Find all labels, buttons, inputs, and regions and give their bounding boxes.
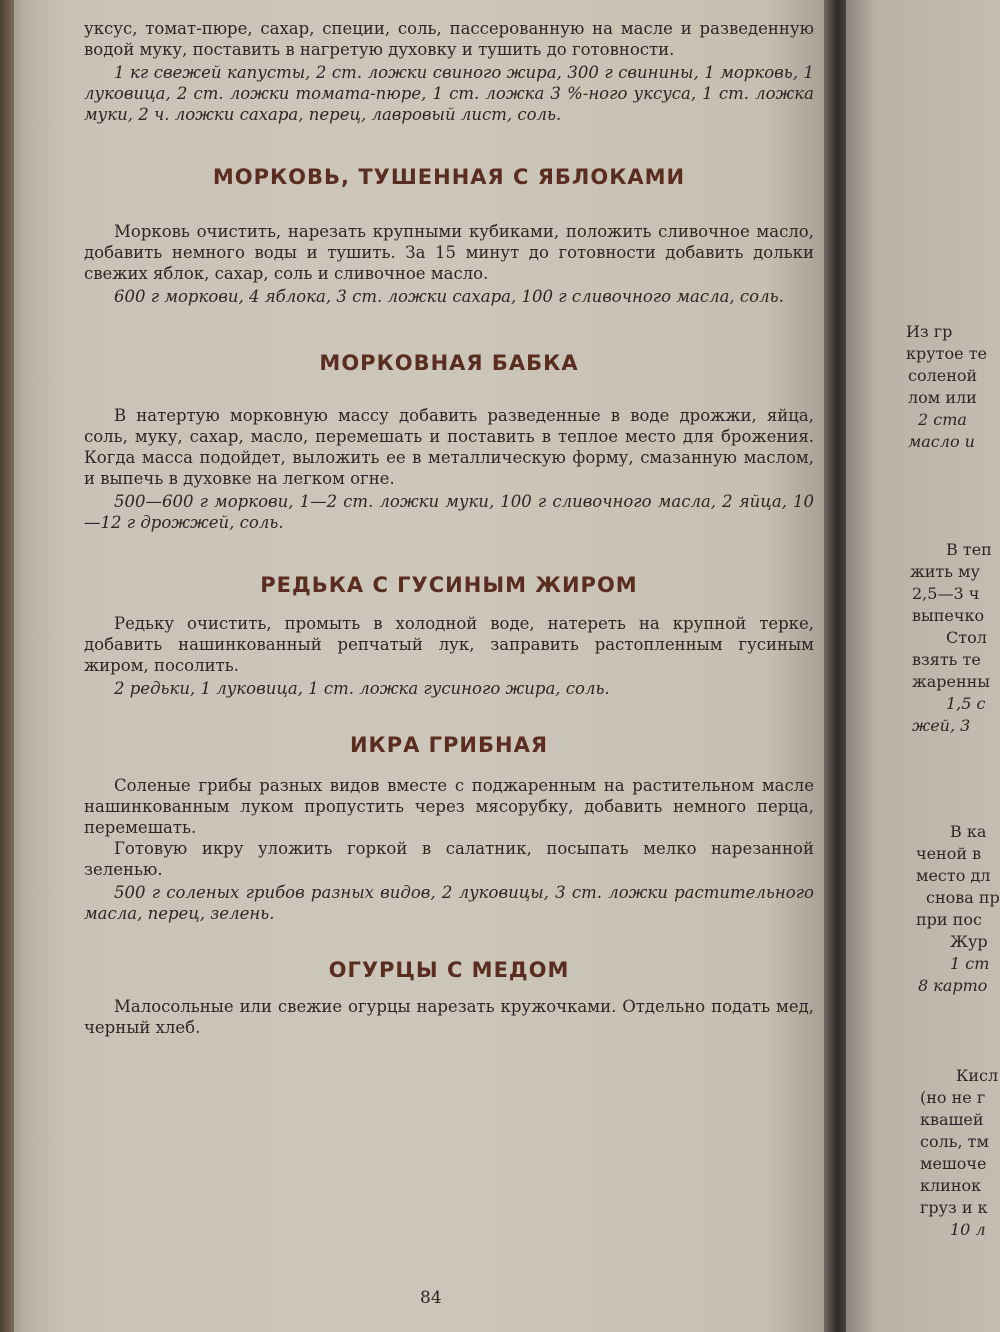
recipe-text: Малосольные или свежие огурцы нарезать кружочками. Отдельно подать мед, черный хлеб. bbox=[84, 997, 814, 1037]
recipe-text: Морковь очистить, нарезать крупными кубиками, положить сливочное масло, добавить немного воды и тушить. За 15 минут до готовности добавить дольки свежих яблок, сахар, соль и сливочное масло. bbox=[84, 222, 814, 283]
right-text-line: Жур bbox=[950, 932, 988, 951]
right-text-line: Стол bbox=[946, 628, 987, 647]
intro-ingredients: 1 кг свежей капусты, 2 ст. ложки свиного жира, 300 г свинины, 1 морковь, 1 луковица, 2 ст. ложки томата-пюре, 1 ст. ложка 3 %-ного уксуса, 1 ст. ложка муки, 2 ч. ложки сахара, перец, лавровый лист, соль. bbox=[84, 63, 814, 124]
page-number: 84 bbox=[420, 1288, 442, 1308]
right-text-line: крутое те bbox=[906, 344, 988, 363]
right-text-line: клинок bbox=[920, 1176, 982, 1195]
right-text-line: 8 карто bbox=[918, 976, 988, 995]
recipe-text-2: Готовую икру уложить горкой в салатник, посыпать мелко нарезанной зеленью. bbox=[84, 839, 814, 879]
right-text-line: жаренны bbox=[912, 672, 991, 691]
recipe-title: МОРКОВНАЯ БАБКА bbox=[319, 351, 579, 375]
recipe-ingredients: 500—600 г моркови, 1—2 ст. ложки муки, 100 г сливочного масла, 2 яйца, 10—12 г дрожжей, соль. bbox=[84, 492, 814, 532]
right-text-line: 1 ст bbox=[950, 954, 990, 973]
right-text-line: взять те bbox=[912, 650, 981, 669]
recipe-ingredients: 500 г соленых грибов разных видов, 2 луковицы, 3 ст. ложки растительного масла, перец, зелень. bbox=[84, 883, 814, 923]
right-page-fragment bbox=[846, 0, 1000, 1332]
page-content bbox=[84, 18, 814, 1038]
recipe-ingredients: 600 г моркови, 4 яблока, 3 ст. ложки сахара, 100 г сливочного масла, соль. bbox=[114, 287, 784, 306]
recipe-title: РЕДЬКА С ГУСИНЫМ ЖИРОМ bbox=[260, 573, 638, 597]
book-cover-edge bbox=[0, 0, 14, 1332]
recipe-title: ИКРА ГРИБНАЯ bbox=[349, 733, 549, 757]
right-text-line: Из гр bbox=[906, 322, 953, 341]
right-text-line: (но не г bbox=[920, 1088, 986, 1107]
right-text-line: место дл bbox=[916, 866, 991, 885]
right-text-line: Кисл bbox=[956, 1066, 999, 1085]
right-text-line: жить му bbox=[910, 562, 980, 581]
recipe-text: Соленые грибы разных видов вместе с поджаренным на растительном масле нашинкованным луком пропустить через мясорубку, добавить немного перца, перемешать. bbox=[84, 776, 814, 837]
right-text-line: жей, 3 bbox=[912, 716, 971, 735]
right-text-line: 10 л bbox=[950, 1220, 986, 1239]
right-text-line: В ка bbox=[950, 822, 987, 841]
right-text-line: квашей bbox=[920, 1110, 984, 1129]
right-text-line: 2,5—3 ч bbox=[912, 584, 980, 603]
right-text-line: 2 ста bbox=[918, 410, 967, 429]
right-text-line: масло и bbox=[908, 432, 975, 451]
right-text-line: лом или bbox=[908, 388, 977, 407]
right-text-line: выпечко bbox=[912, 606, 985, 625]
right-text-line: 1,5 с bbox=[946, 694, 986, 713]
recipe-text: Редьку очистить, промыть в холодной воде, натереть на крупной терке, добавить нашинкованный репчатый лук, заправить растопленным гусиным жиром, посолить. bbox=[84, 614, 814, 675]
right-text-line: соль, тм bbox=[920, 1132, 989, 1151]
intro-text: уксус, томат-пюре, сахар, специи, соль, пассерованную на масле и разведенную водой муку, поставить в нагретую духовку и тушить до готовности. bbox=[84, 19, 814, 59]
right-text-line: снова пр bbox=[926, 888, 1000, 907]
recipe-title: МОРКОВЬ, ТУШЕННАЯ С ЯБЛОКАМИ bbox=[212, 165, 686, 189]
right-text-line: груз и к bbox=[920, 1198, 988, 1217]
right-text-line: при пос bbox=[916, 910, 982, 929]
right-text-line: соленой bbox=[908, 366, 978, 385]
book-spine bbox=[824, 0, 846, 1332]
recipe-ingredients: 2 редьки, 1 луковица, 1 ст. ложка гусиного жира, соль. bbox=[114, 679, 610, 698]
right-text-line: мешоче bbox=[920, 1154, 987, 1173]
right-text-line: ченой в bbox=[916, 844, 982, 863]
recipe-title: ОГУРЦЫ С МЕДОМ bbox=[328, 958, 570, 982]
recipe-text: В натертую морковную массу добавить разведенные в воде дрожжи, яйца, соль, муку, сахар, масло, перемешать и поставить в теплое место для брожения. Когда масса подойдет, выложить ее в металлическую форму, смазанную маслом, и выпечь в духовке на легком огне. bbox=[84, 406, 814, 488]
right-text-line: В теп bbox=[946, 540, 992, 559]
